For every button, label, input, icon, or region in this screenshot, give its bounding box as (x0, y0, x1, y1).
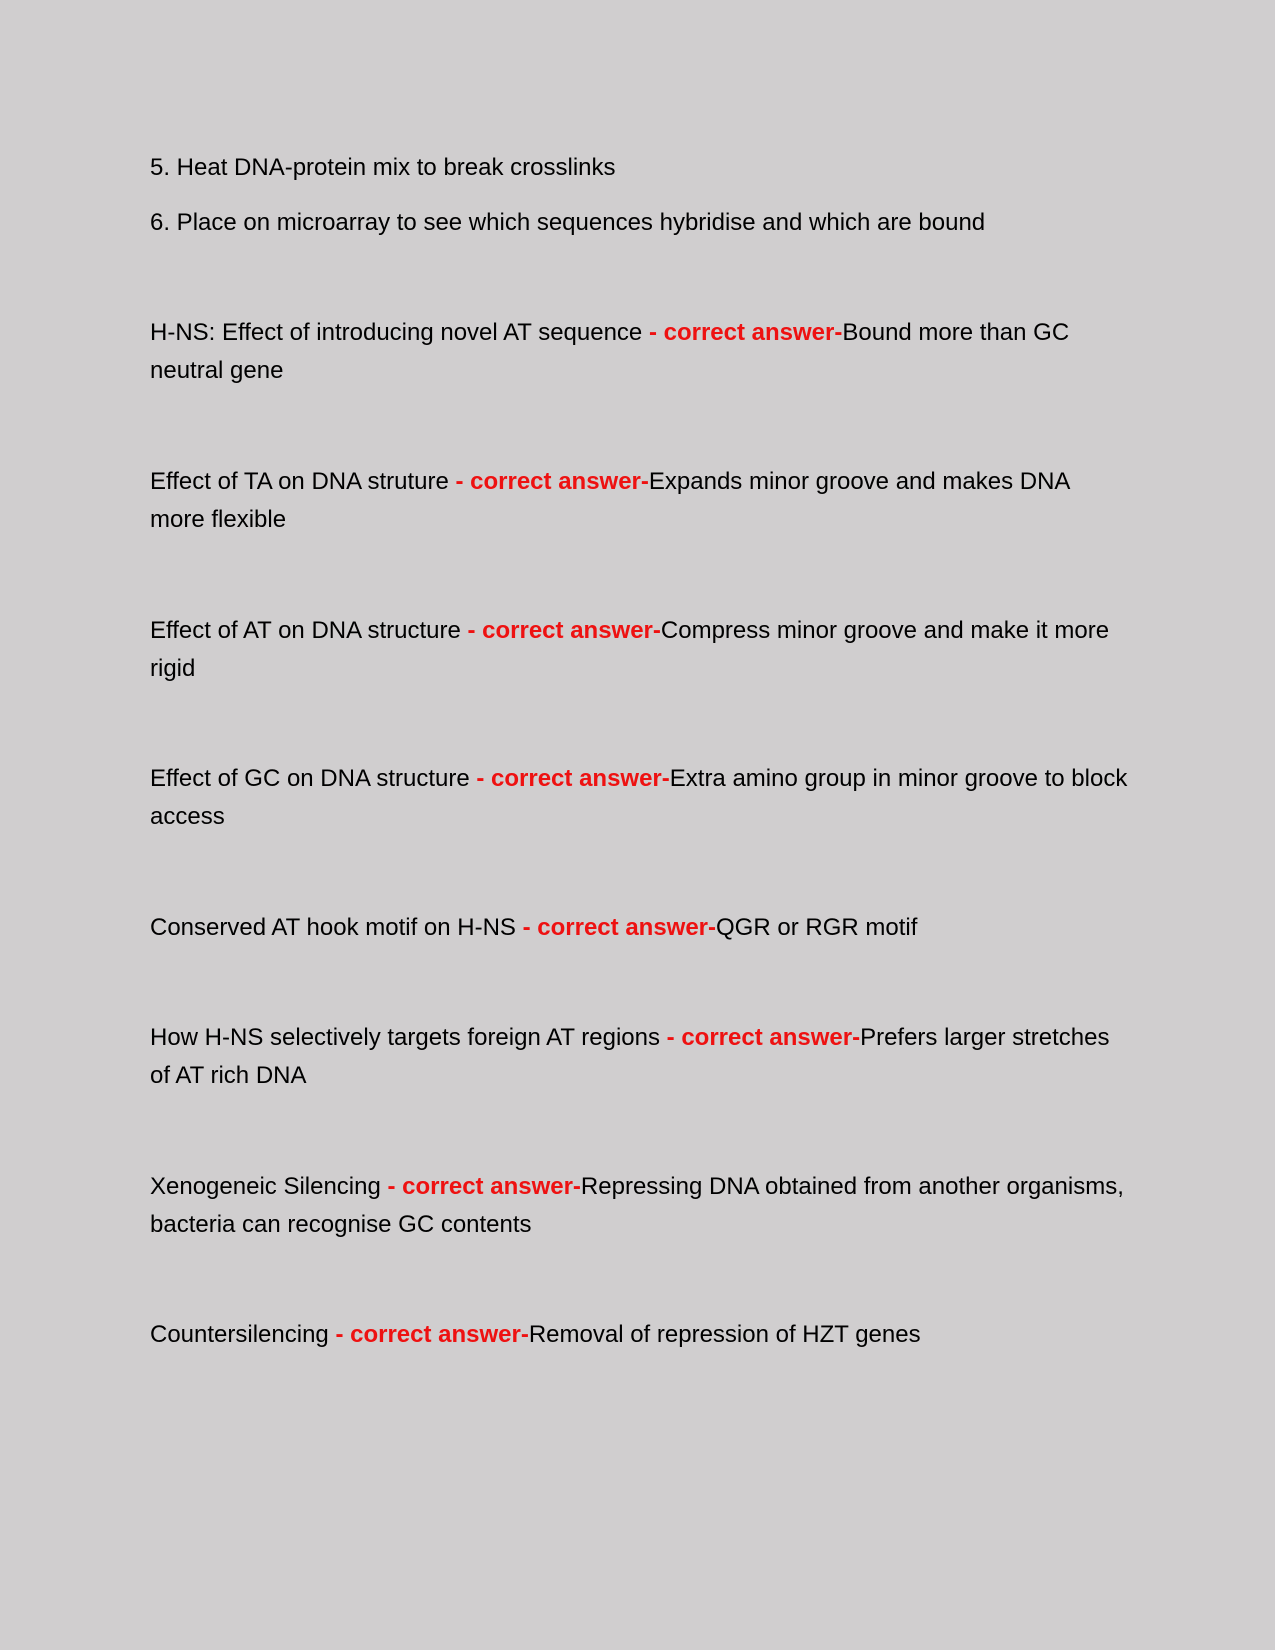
answer-separator: - correct answer- (335, 1321, 529, 1348)
qa-entry (150, 1168, 1130, 1244)
answer-separator: - correct answer- (476, 765, 670, 792)
step-item: 5. Heat DNA-protein mix to break crosslinks (150, 154, 616, 181)
qa-entry (150, 760, 1130, 836)
question-text: Countersilencing (150, 1321, 336, 1348)
question-text: Conserved AT hook motif on H-NS (150, 914, 523, 941)
answer-separator: - correct answer- (522, 914, 717, 941)
answer-separator: - correct answer- (467, 617, 661, 644)
answer-separator: - correct answer- (648, 319, 843, 346)
question-text: Effect of TA on DNA struture (150, 468, 456, 495)
qa-entry (150, 909, 1130, 947)
question-text: Xenogeneic Silencing (150, 1173, 388, 1200)
question-text: Effect of GC on DNA structure (150, 765, 477, 792)
qa-entry (150, 463, 1130, 539)
question-text: H-NS: Effect of introducing novel AT sequence (150, 319, 649, 346)
question-text: Effect of AT on DNA structure (150, 617, 468, 644)
answer-text: Extra amino group in minor groove to block access (150, 765, 1128, 830)
answer-text: QGR or RGR motif (716, 914, 918, 941)
answer-separator: - correct answer- (455, 468, 649, 495)
answer-text: Compress minor groove and make it more rigid (150, 617, 1110, 682)
question-text: How H-NS selectively targets foreign AT regions (150, 1024, 667, 1051)
answer-text: Removal of repression of HZT genes (528, 1321, 921, 1348)
step-item: 6. Place on microarray to see which sequences hybridise and which are bound (150, 209, 986, 236)
qa-entry (150, 1316, 1130, 1354)
answer-text: Bound more than GC neutral gene (150, 319, 1070, 384)
qa-entry (150, 314, 1130, 390)
qa-entry (150, 612, 1130, 688)
qa-entry (150, 1019, 1130, 1095)
answer-separator: - correct answer- (387, 1173, 581, 1200)
answer-text: Repressing DNA obtained from another organisms, bacteria can recognise GC contents (150, 1173, 1124, 1238)
answer-text: Expands minor groove and makes DNA more flexible (150, 468, 1070, 533)
answer-separator: - correct answer- (666, 1024, 861, 1051)
answer-text: Prefers larger stretches of AT rich DNA (150, 1024, 1110, 1089)
